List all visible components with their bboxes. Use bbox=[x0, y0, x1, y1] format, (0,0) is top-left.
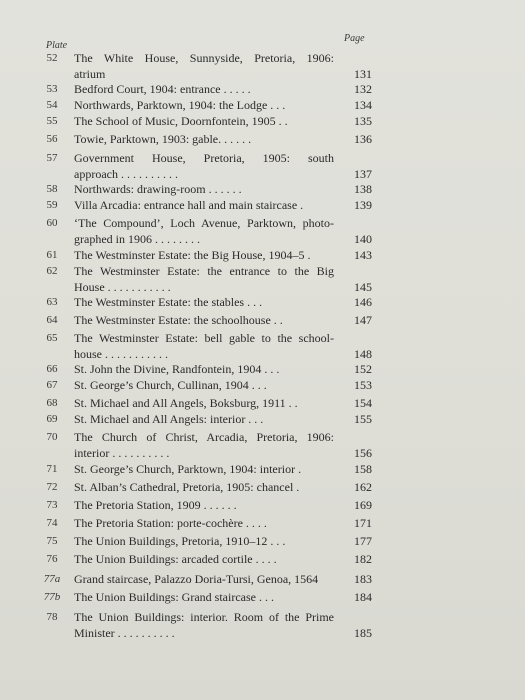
plate-title-line: The Westminster Estate: the Big House, 1904–5 . bbox=[74, 248, 311, 262]
plate-title-line: Northwards: drawing-room . . . . . . bbox=[74, 182, 242, 196]
page-number: 169 bbox=[354, 498, 372, 512]
plate-number: 71 bbox=[46, 463, 58, 475]
plate-title-line: The School of Music, Doornfontein, 1905 . . bbox=[74, 114, 288, 128]
page-number: 147 bbox=[354, 313, 372, 327]
plate-title-line: The Westminster Estate: the stables . . . bbox=[74, 295, 263, 309]
plate-title-line: The Westminster Estate: the schoolhouse . . bbox=[74, 313, 283, 327]
plate-title-line: The Union Buildings: arcaded cortile . . . . bbox=[74, 552, 277, 566]
plate-title-line: atrium bbox=[74, 67, 106, 81]
plate-title-line: ‘The Compound’, Loch Avenue, Parktown, photo- bbox=[74, 216, 334, 230]
page-number: 148 bbox=[354, 347, 372, 361]
plate-number: 70 bbox=[46, 431, 58, 443]
plate-number: 69 bbox=[46, 413, 58, 425]
page-number: 132 bbox=[354, 82, 372, 96]
plate-number: 66 bbox=[46, 363, 58, 375]
plate-number: 64 bbox=[46, 314, 58, 326]
plate-title-line: The Church of Christ, Arcadia, Pretoria, 1906: bbox=[74, 430, 334, 444]
page-number: 185 bbox=[354, 626, 372, 640]
plate-title-line: St. Michael and All Angels, Boksburg, 1911 . . bbox=[74, 396, 298, 410]
page-number: 182 bbox=[354, 552, 372, 566]
plate-title-line: The Union Buildings, Pretoria, 1910–12 . . . bbox=[74, 534, 286, 548]
plate-title-line: Bedford Court, 1904: entrance . . . . . bbox=[74, 82, 251, 96]
plate-number: 59 bbox=[46, 199, 58, 211]
page-number: 177 bbox=[354, 534, 372, 548]
page-number: 145 bbox=[354, 280, 372, 294]
plate-number: 73 bbox=[46, 499, 58, 511]
page-number: 154 bbox=[354, 396, 372, 410]
plate-number: 60 bbox=[46, 217, 58, 229]
page-number: 171 bbox=[354, 516, 372, 530]
page-number: 140 bbox=[354, 232, 372, 246]
plate-number: 61 bbox=[46, 249, 58, 261]
page-number: 158 bbox=[354, 462, 372, 476]
plate-title-line: St. George’s Church, Parktown, 1904: interior . bbox=[74, 462, 302, 476]
plate-number: 55 bbox=[46, 115, 58, 127]
plate-title-line: The Pretoria Station, 1909 . . . . . . bbox=[74, 498, 237, 512]
plate-title-line: graphed in 1906 . . . . . . . . bbox=[74, 232, 200, 246]
plate-title-line: The Union Buildings: interior. Room of the Prime bbox=[74, 610, 334, 624]
page-number: 143 bbox=[354, 248, 372, 262]
page-number: 146 bbox=[354, 295, 372, 309]
plate-title-line: The White House, Sunnyside, Pretoria, 1906: bbox=[74, 51, 334, 65]
page-number: 139 bbox=[354, 198, 372, 212]
plate-title-line: St. George’s Church, Cullinan, 1904 . . . bbox=[74, 378, 267, 392]
plate-title-line: Northwards, Parktown, 1904: the Lodge . . . bbox=[74, 98, 286, 112]
page-number: 137 bbox=[354, 167, 372, 181]
plate-number: 78 bbox=[46, 611, 58, 623]
page-number: 156 bbox=[354, 446, 372, 460]
plate-title-line: house . . . . . . . . . . . bbox=[74, 347, 168, 361]
plate-title-line: Towie, Parktown, 1903: gable. . . . . . bbox=[74, 132, 252, 146]
plate-title-line: The Westminster Estate: bell gable to the school- bbox=[74, 331, 334, 345]
plate-title-line: approach . . . . . . . . . . bbox=[74, 167, 178, 181]
plate-number: 77a bbox=[43, 573, 61, 585]
plate-number: 74 bbox=[46, 517, 58, 529]
page-number: 153 bbox=[354, 378, 372, 392]
page-number: 155 bbox=[354, 412, 372, 426]
plate-title-line: The Union Buildings: Grand staircase . . . bbox=[74, 590, 274, 604]
plate-title-line: Minister . . . . . . . . . . bbox=[74, 626, 175, 640]
page-number: 184 bbox=[354, 590, 372, 604]
plate-number: 72 bbox=[46, 481, 58, 493]
plate-title-line: The Pretoria Station: porte-cochère . . . . bbox=[74, 516, 267, 530]
plate-title-line: St. John the Divine, Randfontein, 1904 . . . bbox=[74, 362, 280, 376]
page-number: 135 bbox=[354, 114, 372, 128]
plate-number: 76 bbox=[46, 553, 58, 565]
plate-number: 77b bbox=[43, 591, 61, 603]
plate-title-line: interior . . . . . . . . . . bbox=[74, 446, 170, 460]
page-column-header: Page bbox=[344, 33, 365, 44]
page-number: 134 bbox=[354, 98, 372, 112]
page-number: 131 bbox=[354, 67, 372, 81]
plate-title-line: Grand staircase, Palazzo Doria-Tursi, Genoa, 1564 bbox=[74, 572, 319, 586]
plate-title-line: House . . . . . . . . . . . bbox=[74, 280, 171, 294]
plate-column-header: Plate bbox=[46, 40, 68, 51]
plate-number: 62 bbox=[46, 265, 58, 277]
plate-number: 56 bbox=[46, 133, 58, 145]
plate-number: 53 bbox=[46, 83, 58, 95]
plate-number: 68 bbox=[46, 397, 58, 409]
plate-number: 57 bbox=[46, 152, 58, 164]
plate-title-line: The Westminster Estate: the entrance to the Big bbox=[74, 264, 334, 278]
plate-number: 75 bbox=[46, 535, 58, 547]
plate-title-line: St. Alban’s Cathedral, Pretoria, 1905: chancel . bbox=[74, 480, 300, 494]
plate-number: 52 bbox=[46, 52, 58, 64]
page-number: 138 bbox=[354, 182, 372, 196]
page-number: 162 bbox=[354, 480, 372, 494]
page-number: 183 bbox=[354, 572, 372, 586]
plate-number: 58 bbox=[46, 183, 58, 195]
page-number: 152 bbox=[354, 362, 372, 376]
page-number: 136 bbox=[354, 132, 372, 146]
plate-number: 54 bbox=[46, 99, 58, 111]
plate-number: 65 bbox=[46, 332, 58, 344]
plate-number: 63 bbox=[46, 296, 58, 308]
plate-title-line: Government House, Pretoria, 1905: south bbox=[74, 151, 334, 165]
plate-number: 67 bbox=[46, 379, 58, 391]
plate-title-line: Villa Arcadia: entrance hall and main staircase . bbox=[74, 198, 304, 212]
plate-title-line: St. Michael and All Angels: interior . . . bbox=[74, 412, 264, 426]
